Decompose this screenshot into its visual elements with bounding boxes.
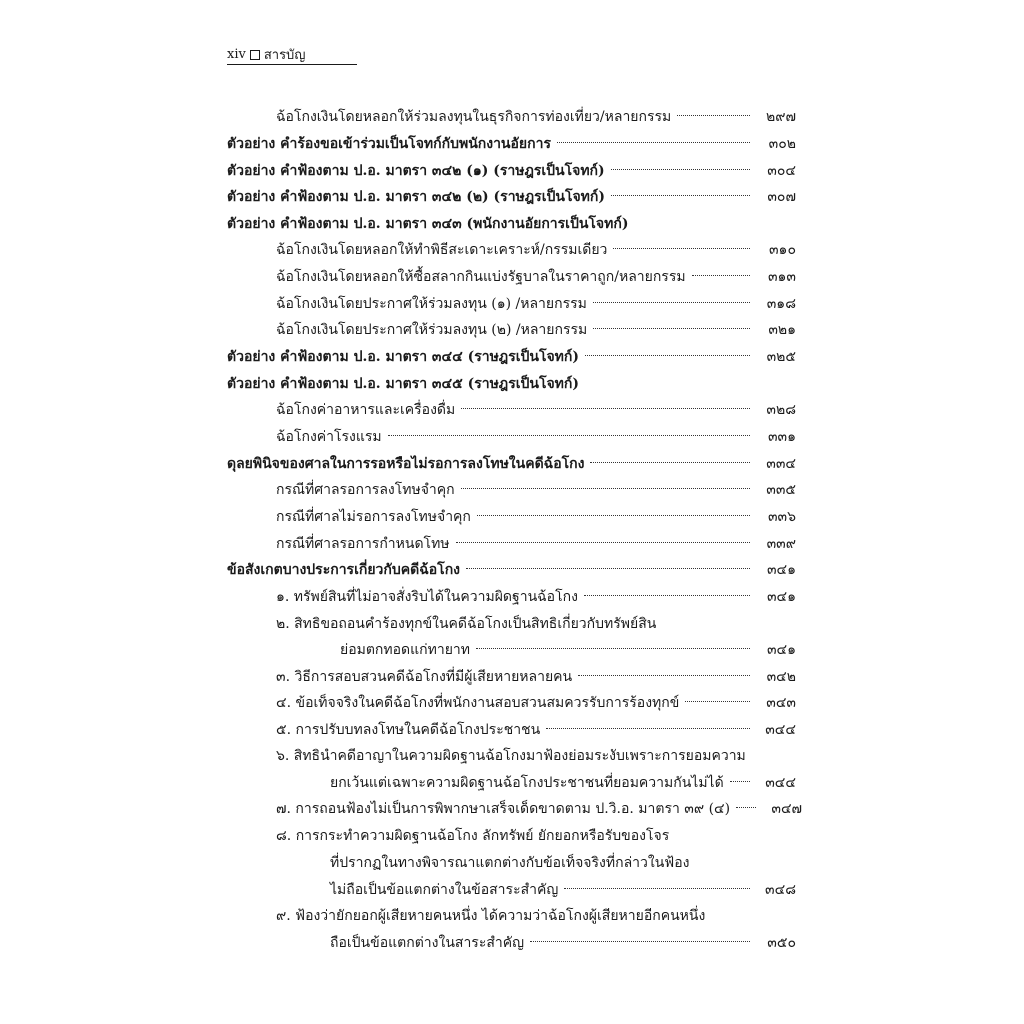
dot-leader [477,515,750,516]
toc-entry-page: ๓๔๔ [765,775,796,791]
dot-leader [461,488,750,489]
toc-entry [276,397,796,423]
toc-entry [276,291,796,317]
toc-entry [227,184,796,210]
dot-leader [685,701,750,702]
toc-entry-title: ฉ้อโกงเงินโดยหลอกให้ร่วมลงทุนในธุรกิจการท่องเที่ยว/หลายกรรม [276,109,672,125]
toc-entry [227,557,796,583]
toc-entry-page: ๓๑๐ [768,242,796,258]
dot-leader [585,355,750,356]
dot-leader [611,169,750,170]
toc-entry-page: ๓๓๖ [767,509,796,525]
dot-leader [584,595,750,596]
toc-entry-title: กรณีที่ศาลไม่รอการลงโทษจำคุก [276,509,471,525]
toc-entry-page: ๓๔๗ [771,801,803,817]
toc-entry-page: ๓๕๐ [767,935,796,951]
toc-entry [276,504,796,530]
dot-leader [611,195,750,196]
dot-leader [578,675,750,676]
toc-entry [276,611,796,637]
dot-leader [456,542,750,543]
toc-entry-page: ๓๓๔ [766,456,796,472]
toc-entry-title: ฉ้อโกงเงินโดยหลอกให้ซื้อสลากกินแบ่งรัฐบาลในราคาถูก/หลายกรรม [276,269,686,285]
toc-entry-page: ๓๐๔ [767,163,796,179]
toc-entry [276,477,796,503]
dot-leader [557,142,750,143]
toc-entry-title: ย่อมตกทอดแก่ทายาท [340,642,471,658]
toc-entry [276,531,796,557]
toc-entry-title: ตัวอย่าง คำฟ้องตาม ป.อ. มาตรา ๓๔๕ (ราษฎรเป็นโจทก์) [227,376,580,392]
toc-entry [276,104,796,130]
toc-entry [276,690,796,716]
toc-entry-title: ฉ้อโกงเงินโดยหลอกให้ทำพิธีสะเดาะเคราะห์/กรรมเดียว [276,242,608,258]
toc-entry-page: ๒๙๗ [765,109,796,125]
toc-entry-page: ๓๔๒ [766,669,796,685]
dot-leader [736,807,756,808]
toc-entry [276,664,796,690]
toc-entry-title: ตัวอย่าง คำฟ้องตาม ป.อ. มาตรา ๓๔๒ (๒) (ราษฎรเป็นโจทก์) [227,189,605,205]
dot-leader [476,648,750,649]
toc-entry-title: ยกเว้นแต่เฉพาะความผิดฐานฉ้อโกงประชาชนที่ยอมความกันไม่ได้ [330,775,724,791]
toc-entry-title: ฉ้อโกงเงินโดยประกาศให้ร่วมลงทุน (๒) /หลายกรรม [276,322,588,338]
dot-leader [590,462,750,463]
toc-entry-title: ๕. การปรับบทลงโทษในคดีฉ้อโกงประชาชน [276,722,541,738]
toc-entry-title: ตัวอย่าง คำร้องขอเข้าร่วมเป็นโจทก์กับพนักงานอัยการ [227,136,551,152]
toc-entry-title: ๖. สิทธินำคดีอาญาในความผิดฐานฉ้อโกงมาฟ้องย่อมระงับเพราะการยอมความ [276,748,746,764]
toc-entry-title: ๘. การกระทำความผิดฐานฉ้อโกง ลักทรัพย์ ยักยอกหรือรับของโจร [276,828,670,844]
dot-leader [546,728,750,729]
toc-entry-title: ฉ้อโกงค่าอาหารและเครื่องดื่ม [276,402,456,418]
toc-entry [227,371,796,397]
toc-entry-page: ๓๔๑ [766,642,796,658]
toc-entry-title: ฉ้อโกงเงินโดยประกาศให้ร่วมลงทุน (๑) /หลายกรรม [276,296,587,312]
toc-entry-page: ๓๓๑ [767,429,796,445]
dot-leader [677,115,750,116]
toc-entry [330,877,796,903]
toc-entry [227,451,796,477]
toc-entry-page: ๓๑๘ [766,296,796,312]
dot-leader [388,435,750,436]
toc-entry-title: ดุลยพินิจของศาลในการรอหรือไม่รอการลงโทษในคดีฉ้อโกง [227,456,585,472]
toc-entry-page: ๓๐๒ [768,136,796,152]
toc-entry [276,424,796,450]
toc-entry-page: ๓๓๕ [766,482,796,498]
toc-entry [276,717,796,743]
toc-entry-title: ข้อสังเกตบางประการเกี่ยวกับคดีฉ้อโกง [227,562,461,578]
toc-entry-title: ๓. วิธีการสอบสวนคดีฉ้อโกงที่มีผู้เสียหายหลายคน [276,669,573,685]
toc-entry [276,823,796,849]
toc-entry-title: ๙. ฟ้องว่ายักยอกผู้เสียหายคนหนึ่ง ได้ความว่าฉ้อโกงผู้เสียหายอีกคนหนึ่ง [276,908,706,924]
toc-entry-page: ๓๒๕ [766,349,796,365]
toc-entry-page: ๓๔๔ [765,722,796,738]
dot-leader [730,781,750,782]
toc-entry [227,344,796,370]
dot-leader [593,328,750,329]
dot-leader [564,888,750,889]
toc-entry-title: ไม่ถือเป็นข้อแตกต่างในข้อสาระสำคัญ [330,882,559,898]
header-title: สารบัญ [263,48,306,63]
toc-entry-page: ๓๐๗ [767,189,796,205]
toc-entry [227,211,796,237]
toc-entry-title: ตัวอย่าง คำฟ้องตาม ป.อ. มาตรา ๓๔๓ (พนักงานอัยการเป็นโจทก์) [227,216,629,232]
page-number-roman: xiv [227,47,246,62]
toc-entry-title: ฉ้อโกงค่าโรงแรม [276,429,382,445]
toc-entry-title: ๗. การถอนฟ้องไม่เป็นการพิพากษาเสร็จเด็ดขาดตาม ป.วิ.อ. มาตรา ๓๙ (๔) [276,801,731,817]
dot-leader [692,275,750,276]
toc-entry-title: ๒. สิทธิขอถอนคำร้องทุกข์ในคดีฉ้อโกงเป็นสิทธิเกี่ยวกับทรัพย์สิน [276,616,657,632]
toc-entry [276,903,796,929]
toc-entry-title: กรณีที่ศาลรอการกำหนดโทษ [276,536,450,552]
toc-entry [276,264,796,290]
toc-entry [276,584,796,610]
toc-entry [330,850,796,876]
toc-entry [276,796,803,822]
toc-entry [227,131,796,157]
toc-entry-title: ๑. ทรัพย์สินที่ไม่อาจสั่งริบได้ในความผิดฐานฉ้อโกง [276,589,578,605]
toc-entry-page: ๓๔๓ [766,695,796,711]
toc-entry-page: ๓๔๑ [766,589,796,605]
toc-entry-title: ที่ปรากฏในทางพิจารณาแตกต่างกับข้อเท็จจริงที่กล่าวในฟ้อง [330,855,690,871]
toc-entry-page: ๓๒๑ [768,322,796,338]
dot-leader [613,248,750,249]
toc-entry [340,637,796,663]
toc-entry-title: ๔. ข้อเท็จจริงในคดีฉ้อโกงที่พนักงานสอบสวนสมควรรับการร้องทุกข์ [276,695,680,711]
toc-entry-page: ๓๓๙ [766,536,796,552]
dot-leader [461,408,750,409]
toc-entry-title: ตัวอย่าง คำฟ้องตาม ป.อ. มาตรา ๓๔๒ (๑) (ราษฎรเป็นโจทก์) [227,163,605,179]
toc-entry-page: ๓๔๑ [766,562,796,578]
dot-leader [593,302,750,303]
toc-entry-page: ๓๑๓ [767,269,796,285]
toc-entry [330,930,796,956]
toc-entry-title: ตัวอย่าง คำฟ้องตาม ป.อ. มาตรา ๓๔๔ (ราษฎรเป็นโจทก์) [227,349,580,365]
dot-leader [466,568,750,569]
toc-entry [276,237,796,263]
toc-entry-title: ถือเป็นข้อแตกต่างในสาระสำคัญ [330,935,525,951]
toc-entry-page: ๓๒๘ [766,402,796,418]
toc-entry [276,743,796,769]
toc-entry-page: ๓๔๘ [765,882,796,898]
toc-entry [330,770,796,796]
dot-leader [530,941,750,942]
toc-entry [227,158,796,184]
toc-entry [276,317,796,343]
toc-entry-title: กรณีที่ศาลรอการลงโทษจำคุก [276,482,455,498]
